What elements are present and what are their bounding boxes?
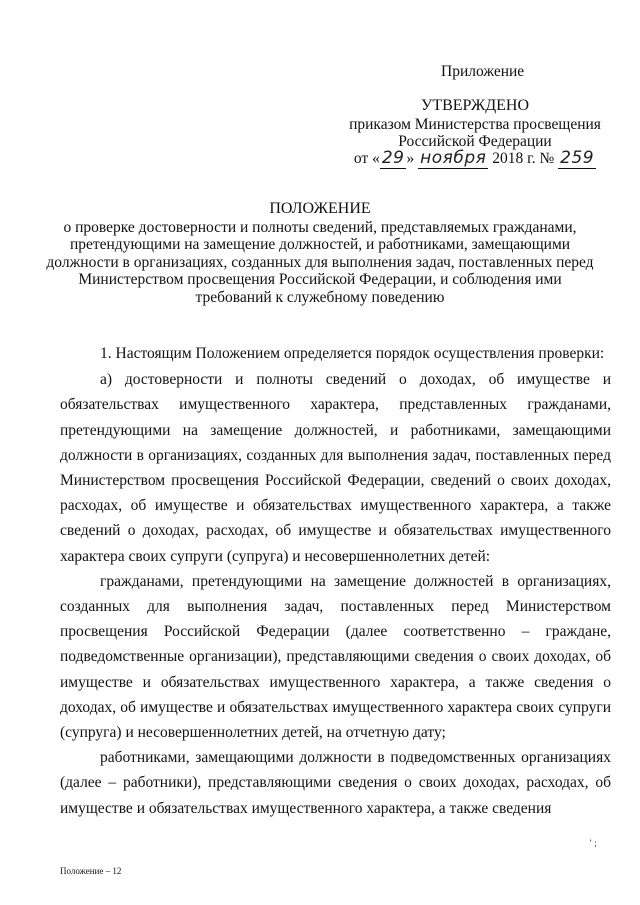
document-body xyxy=(60,341,611,821)
document-title: ПОЛОЖЕНИЕ xyxy=(269,200,371,217)
approval-block xyxy=(340,97,610,167)
document-subtitle: о проверке достоверности и полноты сведений, представляемых гражданами, претендующими на замещение должностей, и работниками, замещающими должности в организациях, созданных для выполнения задач, поставленных перед Министерством просвещения Российской Федерации, и соблюдения ими требований к служебному поведению xyxy=(46,218,594,306)
date-year: 2018 г. № xyxy=(492,150,555,167)
order-issuer-line2: Российской Федерации xyxy=(398,133,552,150)
page-footer: Положение – 12 xyxy=(60,866,122,876)
corner-mark: ʼ ; xyxy=(589,838,597,848)
paragraph-citizens: гражданами, претендующими на замещение должностей в организациях, созданных для выполнения задач, поставленных перед Министерством просвещения Российской Федерации (далее соответственно – граждане, подведомственные организации), представляющими сведения о своих доходах, об имуществе и обязательствах имущественного характера, а также сведения о доходах, об имуществе и обязательствах имущественного характера своих супруги (супруга) и несовершеннолетних детей, на отчетную дату; xyxy=(60,572,611,742)
order-issuer-line1: приказом Министерства просвещения xyxy=(349,116,601,133)
date-mid: » xyxy=(406,150,415,167)
paragraph-a: а) достоверности и полноты сведений о доходах, об имуществе и обязательствах имущественного характера, представленных гражданами, претендующими на замещение должностей, и работниками, замещающими должности в организациях, созданных для выполнения задач, поставленных перед Министерством просвещения Российской Федерации, сведений о своих доходах, расходах, об имуществе и обязательствах имущественного характера, а также сведений о доходах, расходах, об имуществе и обязательствах имущественного характера своих супруги (супруга) и несовершеннолетних детей: xyxy=(60,371,611,565)
order-date-line xyxy=(354,150,596,167)
date-month: ноября xyxy=(420,148,487,168)
order-number: 259 xyxy=(560,148,595,168)
approved-label: УТВЕРЖДЕНО xyxy=(420,97,529,114)
paragraph-workers: работниками, замещающими должности в подведомственных организациях (далее – работники), представляющими сведения о своих доходах, расходах, об имуществе и обязательствах имущественного характера, а также сведения xyxy=(60,749,611,817)
paragraph-1: 1. Настоящим Положением определяется порядок осуществления проверки: xyxy=(100,345,605,362)
date-day: 29 xyxy=(381,148,405,168)
document-title-block xyxy=(40,200,600,307)
appendix-label: Приложение xyxy=(441,63,525,80)
date-prefix: от « xyxy=(353,150,380,167)
